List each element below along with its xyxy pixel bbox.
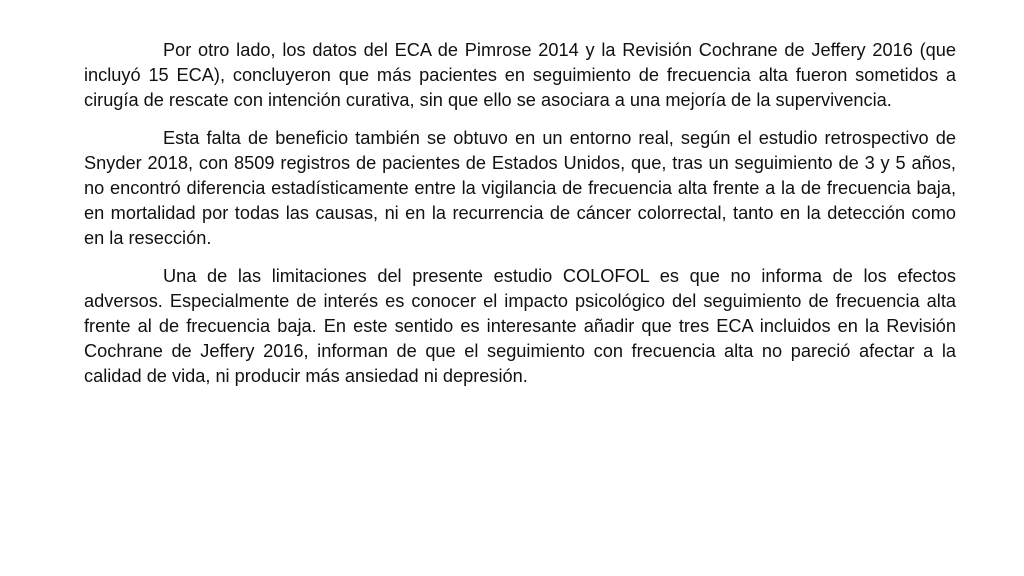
paragraph-1: Por otro lado, los datos del ECA de Pimrose 2014 y la Revisión Cochrane de Jeffery 2016 (que incluyó 15 ECA), concluyeron que más pacientes en seguimiento de frecuencia alta fueron sometidos a cirugía de rescate con intención curativa, sin que ello se asociara a una mejoría de la supervivencia. (84, 40, 956, 111)
paragraph-3: Una de las limitaciones del presente estudio COLOFOL es que no informa de los efectos adversos. Especialmente de interés es conocer el impacto psicológico del seguimiento de frecuencia alta frente al de frecuencia baja. En este sentido es interesante añadir que tres ECA incluidos en la Revisión Cochrane de Jeffery 2016, informan de que el seguimiento con frecuencia alta no pareció afectar a la calidad de vida, ni producir más ansiedad ni depresión. (84, 265, 956, 387)
paragraph-2: Esta falta de beneficio también se obtuvo en un entorno real, según el estudio retrospectivo de Snyder 2018, con 8509 registros de pacientes de Estados Unidos, que, tras un seguimiento de 3 y 5 años, no encontró diferencia estadísticamente entre la vigilancia de frecuencia alta frente a la de frecuencia baja, en mortalidad por todas las causas, ni en la recurrencia de cáncer colorrectal, tanto en la detección como en la resección. (84, 127, 956, 249)
